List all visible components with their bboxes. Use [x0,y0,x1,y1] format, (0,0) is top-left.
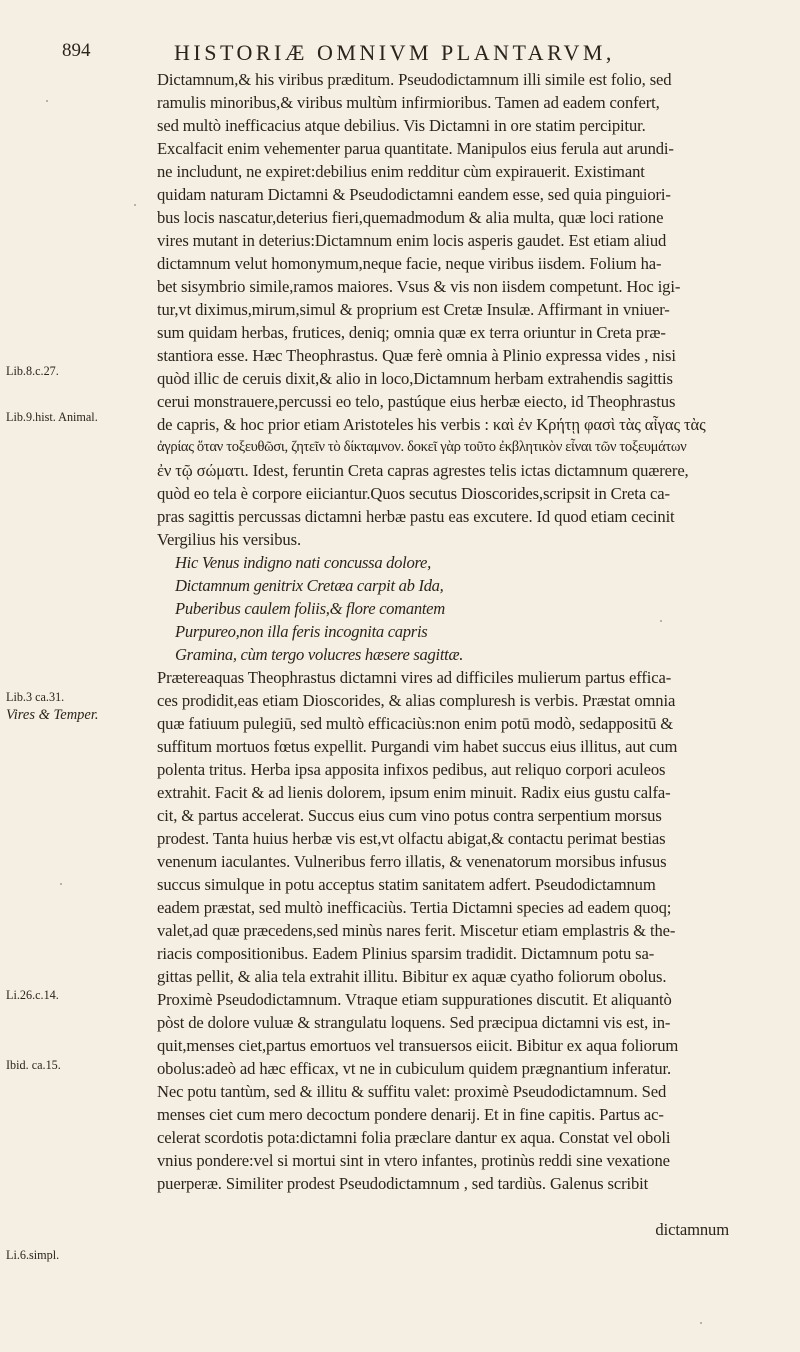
text-line: polenta tritus. Herba ipsa apposita infixos pedibus, aut reliquo corpori aculeos [157,760,666,779]
margin-note: Lib.9.hist. Animal. [6,410,98,424]
ink-speck [60,883,62,885]
text-line: ces prodidit,eas etiam Dioscorides, & alias compluresh is verbis. Præstat omnia [157,691,676,710]
text-line: tur,vt diximus,mirum,simul & proprium est Cretæ Insulæ. Affirmant in vniuer- [157,300,670,319]
text-line [157,1195,757,1218]
text-line: prodest. Tanta huius herbæ vis est,vt olfactu abigat,& contactu perimat bestias [157,829,666,848]
text-line: ἐν τῷ σώματι. Idest, feruntin Creta capras agrestes telis ictas dictamnum quærere, [157,461,689,480]
ink-speck [46,100,48,102]
text-line: bet sisymbrio simile,ramos maiores. Vsus & vis non iisdem competunt. Hoc igi- [157,277,681,296]
text-line: succus simulque in potu acceptus statim sanitatem adfert. Pseudodictamnum [157,875,656,894]
text-line: quidam naturam Dictamni & Pseudodictamni eandem esse, sed quia pinguiori- [157,185,671,204]
text-line: Prætereaquas Theophrastus dictamni vires ad difficiles mulierum partus effica- [157,668,672,687]
verse-line: Hic Venus indigno nati concussa dolore, [175,553,431,572]
text-line: riacis compositionibus. Eadem Plinius sparsim tradidit. Dictamnum potu sa- [157,944,655,963]
margin-note: Lib.8.c.27. [6,364,59,378]
text-line: vires mutant in deterius:Dictamnum enim locis asperis gaudet. Est etiam aliud [157,231,667,250]
margin-note: Lib.3 ca.31. [6,690,65,704]
text-line: Excalfacit enim vehementer parua quantitate. Manipulos eius ferula aut arundi- [157,139,674,158]
text-line: dictamnum velut homonymum,neque facie, neque viribus iisdem. Folium ha- [157,254,662,273]
text-line: bus locis nascatur,deterius fieri,quemadmodum & alia multa, quæ loci ratione [157,208,664,227]
running-title: HISTORIÆ OMNIVM PLANTARVM, [174,40,615,65]
text-line: sum quidam herbas, frutices, deniq; omnia quæ ex terra oriuntur in Creta præ- [157,323,666,342]
text-line: venenum iaculantes. Vulneribus ferro illatis, & venenatorum morsibus infusus [157,852,667,871]
text-line: menses ciet cum mero decoctum pondere denarij. Et in fine capitis. Partus ac- [157,1105,664,1124]
text-line: Dictamnum,& his viribus præditum. Pseudodictamnum illi simile est folio, sed [157,70,672,89]
page-number: 894 [62,40,91,61]
text-line: pòst de dolore vuluæ & strangulatu loquens. Sed præcipua dictamni vis est, in- [157,1013,671,1032]
text-line: quòd illic de ceruis dixit,& alio in loco,Dictamnum herbam extrahendis sagittis [157,369,673,388]
text-line: de capris, & hoc prior etiam Aristoteles his verbis : καὶ ἐν Κρήτῃ φασὶ τὰς αἶγας τὰς [157,415,706,434]
verse-line: Gramina, cùm tergo volucres hæsere sagittæ. [175,645,464,664]
catchword: dictamnum [655,1220,729,1239]
verse-line: Puberibus caulem foliis,& flore comantem [175,599,445,618]
text-line: cit, & partus accelerat. Succus eius cum vino potus contra serpentium morsus [157,806,662,825]
margin-note: Li.26.c.14. [6,988,59,1002]
text-line: valet,ad quæ præcedens,sed minùs nares ferit. Miscetur etiam emplastris & the- [157,921,676,940]
text-line: quæ fatiuum pulegiū, sed multò efficaciùs:non enim potū modò, sedappositū & [157,714,674,733]
verse-line: Purpureo,non illa feris incognita capris [175,622,428,641]
text-line: quit,menses ciet,partus emortuos vel transuersos eiicit. Bibitur ex aqua foliorum [157,1036,679,1055]
text-line: extrahit. Facit & ad lienis dolorem, ipsum enim minuit. Radix eius gustu calfa- [157,783,671,802]
ink-speck [134,204,136,206]
text-line: sed multò inefficacius atque debilius. Vis Dictamni in ore statim percipitur. [157,116,646,135]
margin-note: Ibid. ca.15. [6,1058,61,1072]
text-line: celerat scordotis pota:dictamni folia præclare dantur ex aqua. Constat vel oboli [157,1128,671,1147]
page-header [62,40,742,70]
text-line: eadem præstat, sed multò inefficaciùs. Tertia Dictamni species ad eadem quoq; [157,898,672,917]
text-line: Proximè Pseudodictamnum. Vtraque etiam suppurationes discutit. Et aliquantò [157,990,672,1009]
margin-note: Li.6.simpl. [6,1248,60,1262]
verse-line: Dictamnum genitrix Cretæa carpit ab Ida, [175,576,444,595]
text-line: gittas pellit, & alia tela extrahit illitu. Bibitur ex aquæ cyatho foliorum obolus. [157,967,667,986]
text-line: cerui monstrauere,percussi eo telo, pastúque eius herbæ eiecto, id Theophrastus [157,392,676,411]
greek-line: ἀγρίας ὅταν τοξευθῶσι, ζητεῖν τὸ δίκταμνον. δοκεῖ γὰρ τοῦτο ἐκβλητικὸν εἶναι τῶν τοξευμάτων [157,439,687,455]
text-line: ne includunt, ne expiret:debilius enim redditur cùm expirauerit. Existimant [157,162,645,181]
text-line: puerperæ. Similiter prodest Pseudodictamnum , sed tardiùs. Galenus scribit [157,1174,649,1193]
text-line: pras sagittis percussas dictamni herbæ pastu eas excutere. Id quod etiam cecinit [157,507,675,526]
text-line: ramulis minoribus,& viribus multùm infirmioribus. Tamen ad eadem confert, [157,93,660,112]
text-line: obolus:adeò ad hæc efficax, vt ne in cubiculum quidem prægnantium inferatur. [157,1059,672,1078]
ink-speck [700,1322,702,1324]
text-line: quòd eo tela è corpore eiiciantur.Quos secutus Dioscorides,scripsit in Creta ca- [157,484,670,503]
body-text [157,68,757,1241]
text-line: stantiora esse. Hæc Theophrastus. Quæ ferè omnia à Plinio expressa vides , nisi [157,346,676,365]
text-line: vnius pondere:vel si mortui sint in vtero infantes, protinùs reddi sine vexatione [157,1151,670,1170]
text-line: Nec potu tantùm, sed & illitu & suffitu valet: proximè Pseudodictamnum. Sed [157,1082,667,1101]
ink-speck [660,620,662,622]
text-line: suffitum mortuos fœtus expellit. Purgandi vim habet succus eius illitus, aut cum [157,737,678,756]
margin-note: Vires & Temper. [6,707,99,723]
text-line: Vergilius his versibus. [157,530,301,549]
